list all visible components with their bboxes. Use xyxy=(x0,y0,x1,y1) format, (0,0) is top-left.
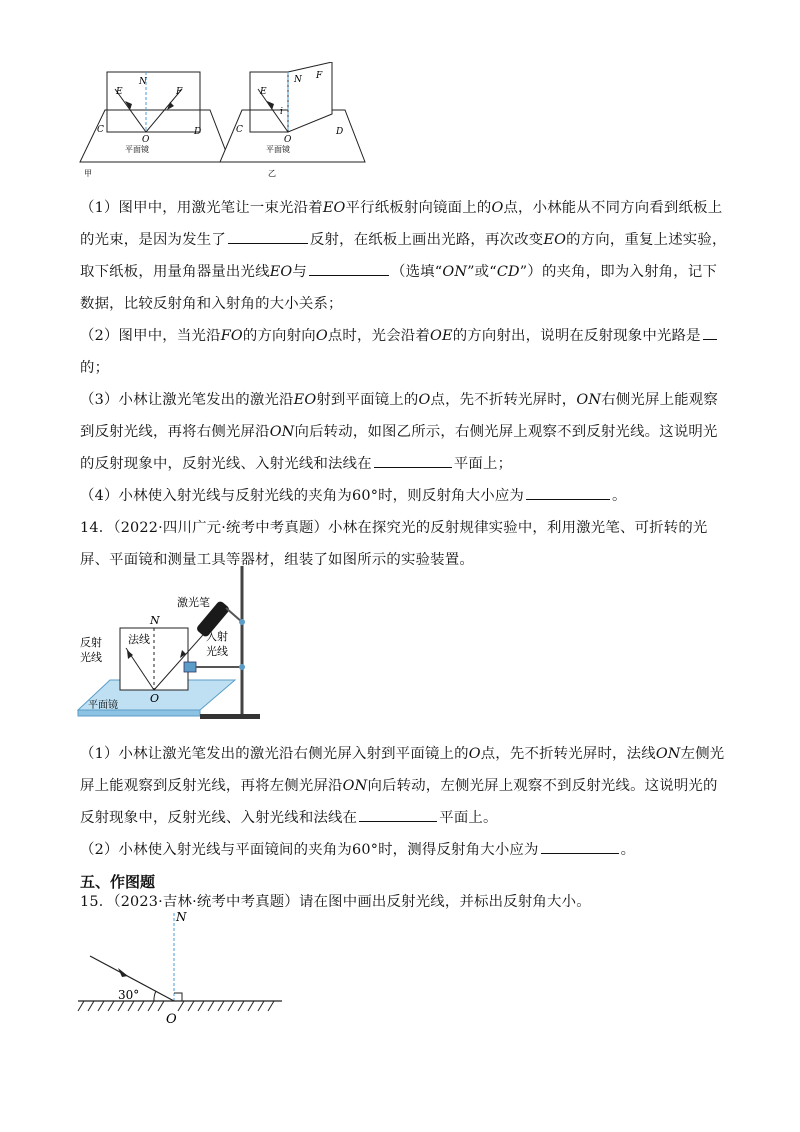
figure-q14-apparatus xyxy=(70,558,270,728)
q14-label-laser: 激光笔 xyxy=(177,596,210,609)
answer-blank[interactable] xyxy=(526,481,610,500)
jia-caption: 甲 xyxy=(84,169,92,178)
jia-label-o: O xyxy=(142,135,150,145)
q14-label-reflected-2: 光线 xyxy=(80,651,102,664)
q15-stem: 15．（2023·吉林·统考中考真题）请在图中画出反射光线，并标出反射角大小。 xyxy=(80,894,591,910)
yi-label-c: C xyxy=(236,125,243,135)
answer-blank[interactable] xyxy=(309,257,389,276)
answer-blank[interactable] xyxy=(703,321,717,340)
q14-label-incident-1: 入射 xyxy=(206,630,228,643)
q13-part2: （2）图甲中，当光沿FO的方向射向O点时，光会沿着OE的方向射出，说明在反射现象中光路是的； xyxy=(80,320,730,384)
q14-label-mirror: 平面镜 xyxy=(88,700,118,711)
jia-label-d: D xyxy=(194,127,202,137)
jia-label-e: E xyxy=(116,87,123,97)
yi-label-o: O xyxy=(284,135,292,145)
q14-label-o: O xyxy=(150,692,160,705)
q13-part3: （3）小林让激光笔发出的激光沿EO射到平面镜上的O点，先不折转光屏时，ON右侧光屏上能观察到反射光线，再将右侧光屏沿ON向后转动，如图乙所示，右侧光屏上观察不到反射光线。这说明光的反射现象中，反射光线、入射光线和法线在 平面上； xyxy=(80,392,718,472)
q13-part1: （1）图甲中，用激光笔让一束光沿着EO平行纸板射向镜面上的O点，小林能从不同方向看到纸板上的光束，是因为发生了 反射，在纸板上画出光路，再次改变EO的方向，重复上述实验，取下纸板，用量角器量出光线EO与 （选填“ON”或“CD”）的夹角，即为入射角，记下数据，比较反射角和入射角的大小关系； xyxy=(80,200,727,312)
q14-part2: （2）小林使入射光线与平面镜间的夹角为60°时，测得反射角大小应为 。 xyxy=(80,834,730,866)
answer-blank[interactable] xyxy=(359,803,437,822)
jia-label-f: F xyxy=(176,87,183,97)
answer-blank[interactable] xyxy=(541,835,619,854)
q15-label-o: O xyxy=(166,1012,177,1027)
q15-label-n: N xyxy=(176,910,187,924)
q15-label-angle: 30° xyxy=(118,988,140,1002)
answer-blank[interactable] xyxy=(374,449,452,468)
yi-label-d: D xyxy=(336,127,344,137)
yi-label-i: i xyxy=(280,107,283,117)
mirror-hatching xyxy=(78,1001,274,1011)
yi-label-f: F xyxy=(316,71,323,81)
yi-mirror-label: 平面镜 xyxy=(266,145,290,154)
figure-jia-yi xyxy=(70,62,370,182)
jia-label-n: N xyxy=(139,77,147,87)
yi-caption: 乙 xyxy=(268,169,276,178)
q14-label-normal: 法线 xyxy=(128,633,150,646)
q14-label-incident-2: 光线 xyxy=(206,645,228,658)
q14-label-reflected-1: 反射 xyxy=(80,636,102,649)
jia-mirror-label: 平面镜 xyxy=(125,145,149,154)
jia-label-c: C xyxy=(97,125,104,135)
q14-part1: （1）小林让激光笔发出的激光沿右侧光屏入射到平面镜上的O点，先不折转光屏时，法线ON左侧光屏上能观察到反射光线，再将左侧光屏沿ON向后转动，左侧光屏上观察不到反射光线。这说明光的反射现象中，反射光线、入射光线和法线在 平面上。 xyxy=(80,746,725,826)
q13-part4: （4）小林使入射光线与反射光线的夹角为60°时，则反射角大小应为 。 xyxy=(80,480,730,512)
figure-q15-reflection xyxy=(70,905,290,1035)
answer-blank[interactable] xyxy=(228,225,308,244)
section-title: 五、作图题 xyxy=(80,873,156,891)
yi-label-n: N xyxy=(294,75,302,85)
figure-jia xyxy=(80,72,230,178)
q14-stem: 14．（2022·四川广元·统考中考真题）小林在探究光的反射规律实验中，利用激光笔、可折转的光屏、平面镜和测量工具等器材，组装了如图所示的实验装置。 xyxy=(80,520,708,568)
figure-yi xyxy=(220,62,365,178)
yi-label-e: E xyxy=(260,87,267,97)
q14-label-n: N xyxy=(150,614,160,627)
